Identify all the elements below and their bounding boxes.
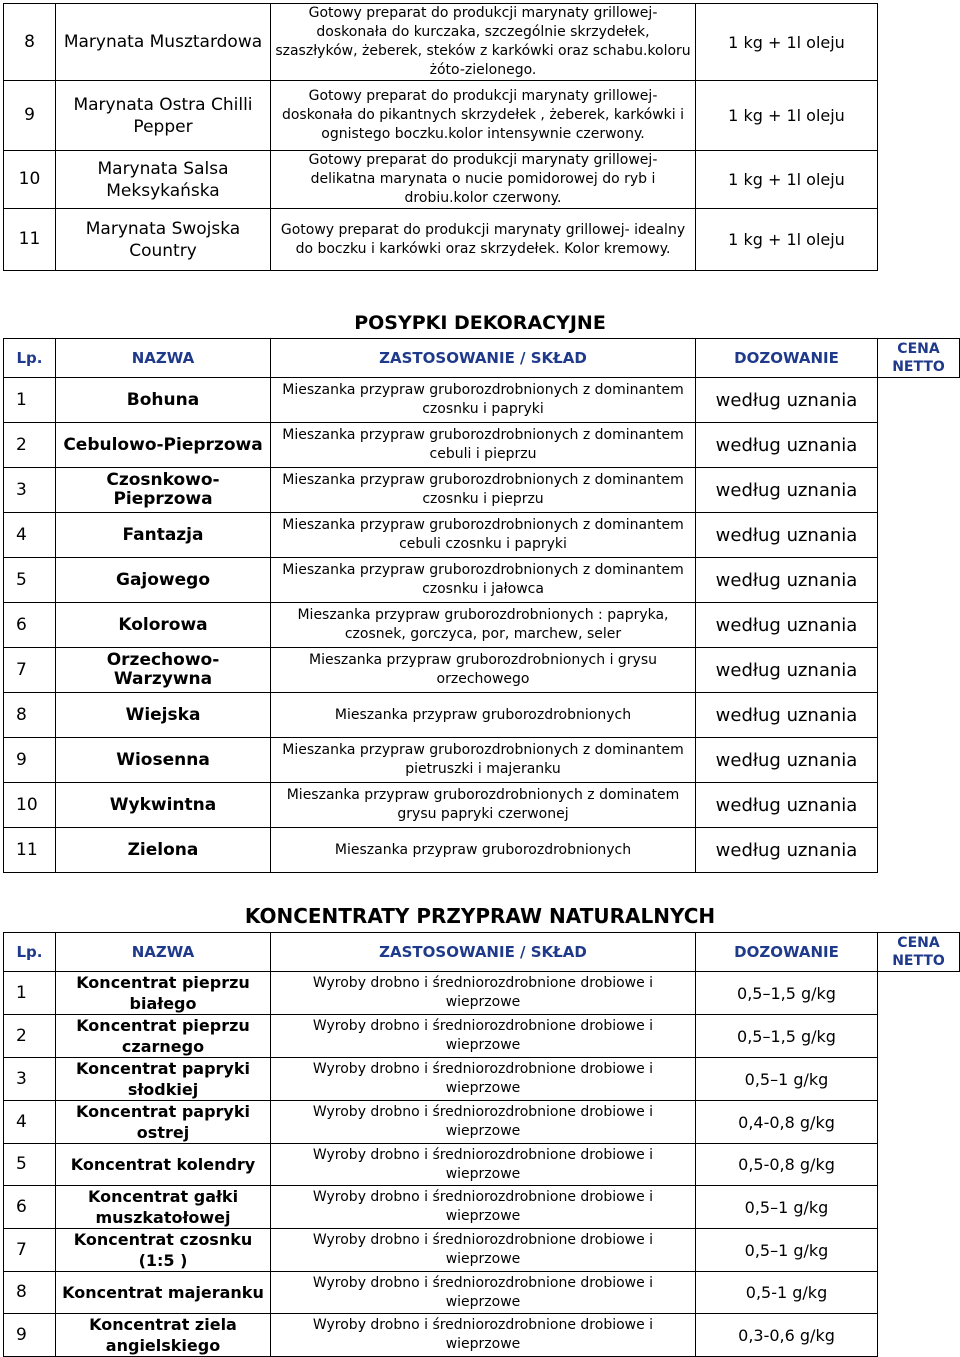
table-row [4, 1144, 960, 1186]
row-number: 3 [4, 468, 56, 513]
row-description: Wyroby drobno i średniorozdrobnione drobiowe i wieprzowe [271, 1186, 696, 1229]
table-row [4, 1229, 960, 1272]
row-name: Kolorowa [56, 603, 271, 648]
row-dosage: według uznania [696, 468, 878, 513]
row-name: Czosnkowo-Pieprzowa [56, 468, 271, 513]
row-description: Wyroby drobno i średniorozdrobnione drobiowe i wieprzowe [271, 1229, 696, 1272]
row-price [878, 1314, 960, 1357]
row-number: 7 [4, 1229, 56, 1272]
row-dosage: 0,5-0,8 g/kg [696, 1144, 878, 1186]
row-dosage: 0,5–1 g/kg [696, 1186, 878, 1229]
row-number: 5 [4, 1144, 56, 1186]
row-dosage: według uznania [696, 378, 878, 423]
table-row [4, 4, 878, 81]
row-dosage: 0,4-0,8 g/kg [696, 1101, 878, 1144]
decor-table [3, 338, 960, 873]
row-price [878, 1058, 960, 1101]
row-dosage: 1 kg + 1l oleju [696, 151, 878, 209]
row-price [878, 828, 960, 873]
row-number: 2 [4, 423, 56, 468]
row-name: Orzechowo-Warzywna [56, 648, 271, 693]
section-title-decor: POSYPKI DEKORACYJNE [354, 312, 606, 334]
header-price: CENA NETTO [878, 933, 960, 972]
row-price [878, 648, 960, 693]
row-description: Mieszanka przypraw gruborozdrobnionych : papryka, czosnek, gorczyca, por, marchew, seler [271, 603, 696, 648]
table-header-row [4, 933, 960, 972]
table-row [4, 648, 960, 693]
row-description: Mieszanka przypraw gruborozdrobnionych z dominantem cebuli i pieprzu [271, 423, 696, 468]
row-dosage: 0,5-1 g/kg [696, 1272, 878, 1314]
row-name: Zielona [56, 828, 271, 873]
table-row [4, 151, 878, 209]
table-row [4, 468, 960, 513]
row-name: Wiejska [56, 693, 271, 738]
row-number: 6 [4, 1186, 56, 1229]
row-number: 3 [4, 1058, 56, 1101]
row-number: 4 [4, 513, 56, 558]
row-price [878, 693, 960, 738]
row-dosage: 0,5–1,5 g/kg [696, 1015, 878, 1058]
table-row [4, 558, 960, 603]
row-name: Koncentrat majeranku [56, 1272, 271, 1314]
table-row [4, 1186, 960, 1229]
row-description: Wyroby drobno i średniorozdrobnione drobiowe i wieprzowe [271, 1314, 696, 1357]
table-row [4, 603, 960, 648]
table-row [4, 1101, 960, 1144]
header-lp: Lp. [4, 339, 56, 378]
row-dosage: według uznania [696, 693, 878, 738]
row-dosage: 1 kg + 1l oleju [696, 209, 878, 271]
table-row [4, 378, 960, 423]
row-price [878, 378, 960, 423]
row-name: Wiosenna [56, 738, 271, 783]
row-name: Koncentrat pieprzu białego [56, 972, 271, 1015]
row-dosage: według uznania [696, 603, 878, 648]
row-price [878, 1272, 960, 1314]
table-row [4, 783, 960, 828]
row-name: Marynata Swojska Country [56, 209, 271, 271]
header-dose: DOZOWANIE [696, 339, 878, 378]
row-dosage: 1 kg + 1l oleju [696, 81, 878, 151]
row-price [878, 738, 960, 783]
row-number: 10 [4, 783, 56, 828]
row-number: 9 [4, 738, 56, 783]
header-name: NAZWA [56, 339, 271, 378]
row-name: Marynata Salsa Meksykańska [56, 151, 271, 209]
row-description: Mieszanka przypraw gruborozdrobnionych i grysu orzechowego [271, 648, 696, 693]
row-price [878, 1144, 960, 1186]
row-dosage: według uznania [696, 783, 878, 828]
row-name: Koncentrat pieprzu czarnego [56, 1015, 271, 1058]
row-number: 7 [4, 648, 56, 693]
row-number: 11 [4, 209, 56, 271]
row-description: Gotowy preparat do produkcji marynaty grillowej- doskonała do kurczaka, szczególnie skrzydełek, szaszłyków, żeberek, steków z karkówki oraz schabu.koloru żóto-zielonego. [271, 4, 696, 81]
row-description: Mieszanka przypraw gruborozdrobnionych z dominantem czosnku i papryki [271, 378, 696, 423]
row-name: Koncentrat ziela angielskiego [56, 1314, 271, 1357]
row-price [878, 783, 960, 828]
row-number: 1 [4, 378, 56, 423]
table-row [4, 1058, 960, 1101]
row-number: 4 [4, 1101, 56, 1144]
row-description: Wyroby drobno i średniorozdrobnione drobiowe i wieprzowe [271, 1144, 696, 1186]
header-use: ZASTOSOWANIE / SKŁAD [271, 933, 696, 972]
row-description: Wyroby drobno i średniorozdrobnione drobiowe i wieprzowe [271, 1015, 696, 1058]
row-name: Fantazja [56, 513, 271, 558]
row-description: Wyroby drobno i średniorozdrobnione drobiowe i wieprzowe [271, 972, 696, 1015]
row-number: 8 [4, 1272, 56, 1314]
header-lp: Lp. [4, 933, 56, 972]
row-description: Mieszanka przypraw gruborozdrobnionych z dominantem cebuli czosnku i papryki [271, 513, 696, 558]
section-title-concentrates: KONCENTRATY PRZYPRAW NATURALNYCH [244, 904, 716, 928]
row-name: Marynata Musztardowa [56, 4, 271, 81]
row-number: 9 [4, 81, 56, 151]
row-description: Mieszanka przypraw gruborozdrobnionych [271, 693, 696, 738]
table-row [4, 1314, 960, 1357]
row-price [878, 1229, 960, 1272]
row-description: Gotowy preparat do produkcji marynaty grillowej- idealny do boczku i karkówki oraz skrzydełek. Kolor kremowy. [271, 209, 696, 271]
table-row [4, 209, 878, 271]
row-name: Koncentrat kolendry [56, 1144, 271, 1186]
row-price [878, 1101, 960, 1144]
row-description: Gotowy preparat do produkcji marynaty grillowej- doskonała do pikantnych skrzydełek , żeberek, karkówki i ognistego boczku.kolor intensywnie czerwony. [271, 81, 696, 151]
row-dosage: według uznania [696, 513, 878, 558]
row-name: Koncentrat gałki muszkatołowej [56, 1186, 271, 1229]
row-number: 11 [4, 828, 56, 873]
row-dosage: według uznania [696, 738, 878, 783]
row-description: Mieszanka przypraw gruborozdrobnionych z dominatem grysu papryki czerwonej [271, 783, 696, 828]
header-dose: DOZOWANIE [696, 933, 878, 972]
row-description: Mieszanka przypraw gruborozdrobnionych [271, 828, 696, 873]
row-number: 9 [4, 1314, 56, 1357]
row-name: Gajowego [56, 558, 271, 603]
row-name: Koncentrat papryki słodkiej [56, 1058, 271, 1101]
header-use: ZASTOSOWANIE / SKŁAD [271, 339, 696, 378]
row-description: Mieszanka przypraw gruborozdrobnionych z dominantem czosnku i jałowca [271, 558, 696, 603]
table-row [4, 972, 960, 1015]
table-row [4, 828, 960, 873]
row-description: Gotowy preparat do produkcji marynaty grillowej- delikatna marynata o nucie pomidorowej do ryb i drobiu.kolor czerwony. [271, 151, 696, 209]
row-number: 6 [4, 603, 56, 648]
row-dosage: 0,5–1 g/kg [696, 1058, 878, 1101]
row-dosage: 0,5–1,5 g/kg [696, 972, 878, 1015]
row-name: Wykwintna [56, 783, 271, 828]
row-dosage: według uznania [696, 648, 878, 693]
header-name: NAZWA [56, 933, 271, 972]
row-name: Bohuna [56, 378, 271, 423]
row-description: Mieszanka przypraw gruborozdrobnionych z dominantem pietruszki i majeranku [271, 738, 696, 783]
row-description: Wyroby drobno i średniorozdrobnione drobiowe i wieprzowe [271, 1058, 696, 1101]
row-dosage: według uznania [696, 828, 878, 873]
table-header-row [4, 339, 960, 378]
marinades-table [3, 3, 878, 271]
row-description: Wyroby drobno i średniorozdrobnione drobiowe i wieprzowe [271, 1272, 696, 1314]
row-name: Koncentrat czosnku (1:5 ) [56, 1229, 271, 1272]
row-number: 8 [4, 4, 56, 81]
row-number: 10 [4, 151, 56, 209]
row-price [878, 423, 960, 468]
row-dosage: 1 kg + 1l oleju [696, 4, 878, 81]
row-dosage: 0,5–1 g/kg [696, 1229, 878, 1272]
row-name: Marynata Ostra Chilli Pepper [56, 81, 271, 151]
table-row [4, 693, 960, 738]
row-dosage: 0,3-0,6 g/kg [696, 1314, 878, 1357]
table-row [4, 513, 960, 558]
row-price [878, 1186, 960, 1229]
row-number: 5 [4, 558, 56, 603]
row-dosage: według uznania [696, 423, 878, 468]
row-number: 2 [4, 1015, 56, 1058]
row-price [878, 558, 960, 603]
row-description: Wyroby drobno i średniorozdrobnione drobiowe i wieprzowe [271, 1101, 696, 1144]
concentrates-table [3, 932, 960, 1357]
row-name: Koncentrat papryki ostrej [56, 1101, 271, 1144]
row-dosage: według uznania [696, 558, 878, 603]
row-number: 1 [4, 972, 56, 1015]
table-row [4, 1015, 960, 1058]
header-price: CENA NETTO [878, 339, 960, 378]
row-price [878, 468, 960, 513]
row-name: Cebulowo-Pieprzowa [56, 423, 271, 468]
table-row [4, 738, 960, 783]
row-description: Mieszanka przypraw gruborozdrobnionych z dominantem czosnku i pieprzu [271, 468, 696, 513]
table-row [4, 81, 878, 151]
row-price [878, 603, 960, 648]
row-number: 8 [4, 693, 56, 738]
row-price [878, 972, 960, 1015]
row-price [878, 1015, 960, 1058]
table-row [4, 1272, 960, 1314]
row-price [878, 513, 960, 558]
table-row [4, 423, 960, 468]
